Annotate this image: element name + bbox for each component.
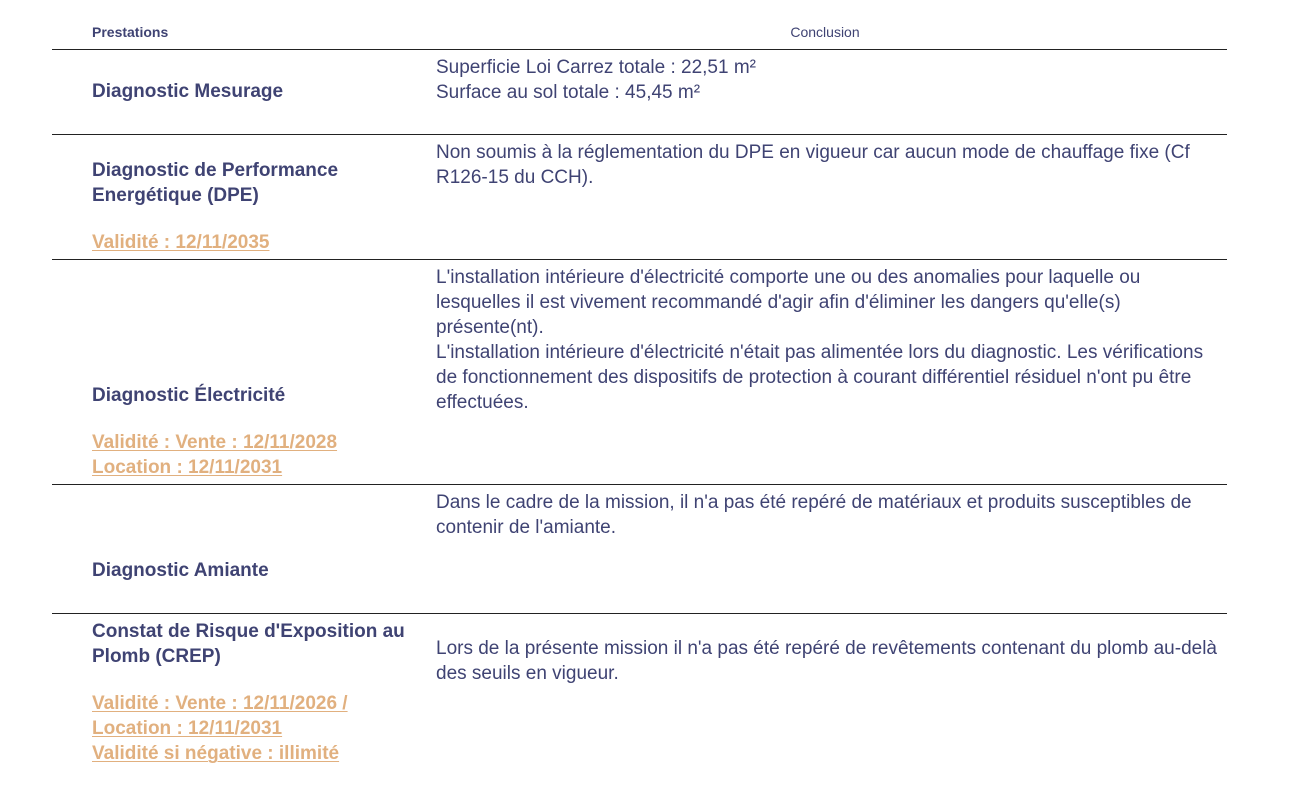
- table-row-dpe: [0, 135, 1310, 259]
- table-row-electricite: [0, 260, 1310, 484]
- validity-line[interactable]: Location : 12/11/2031: [92, 718, 283, 739]
- row-title: Constat de Risque d'Exposition au Plomb (CREP): [92, 621, 405, 667]
- table-row-mesurage: [0, 50, 1310, 134]
- conclusion-line: Superficie Loi Carrez totale : 22,51 m²: [436, 57, 756, 78]
- validity-link[interactable]: [92, 230, 412, 255]
- column-header-conclusion: Conclusion: [790, 24, 860, 40]
- validity-link[interactable]: [92, 691, 412, 766]
- table-row-amiante: [0, 485, 1310, 613]
- conclusion-paragraph: L'installation intérieure d'électricité comporte une ou des anomalies pour laquelle ou lesquelles il est vivement recommandé d'agir afin d'éliminer les dangers qu'elle(s) présente(nt).: [436, 267, 1141, 338]
- conclusion-paragraph: L'installation intérieure d'électricité n'était pas alimentée lors du diagnostic. Les vérifications de fonctionnement des dispositifs de protection à courant différentiel résiduel n'ont pu être effectuées.: [436, 342, 1204, 413]
- row-title: Diagnostic Amiante: [92, 560, 269, 581]
- row-left-cell: [92, 383, 412, 480]
- conclusion-line: Non soumis à la réglementation du DPE en vigueur car aucun mode de chauffage fixe (Cf R126-15 du CCH).: [436, 142, 1190, 188]
- row-conclusion: [436, 55, 1221, 105]
- table-header: [0, 0, 1310, 49]
- conclusion-line: Dans le cadre de la mission, il n'a pas été repéré de matériaux et produits susceptibles de contenir de l'amiante.: [436, 492, 1192, 538]
- validity-line[interactable]: Validité : Vente : 12/11/2026 /: [92, 693, 348, 714]
- row-conclusion: [436, 140, 1221, 190]
- conclusion-line: Surface au sol totale : 45,45 m²: [436, 82, 701, 103]
- row-title: Diagnostic Mesurage: [92, 81, 284, 102]
- validity-line[interactable]: Validité : Vente : 12/11/2028: [92, 432, 338, 453]
- row-title: Diagnostic de Performance Energétique (DPE): [92, 160, 339, 206]
- column-header-prestations: Prestations: [92, 24, 169, 40]
- table-row-crep: [0, 614, 1310, 799]
- row-left-cell: [92, 158, 412, 255]
- validity-line[interactable]: Validité : 12/11/2035: [92, 232, 270, 253]
- row-conclusion: [436, 490, 1221, 540]
- validity-line[interactable]: Validité si négative : illimité: [92, 743, 340, 764]
- row-conclusion: [436, 636, 1221, 686]
- row-conclusion: [436, 265, 1221, 415]
- row-left-cell: [92, 619, 412, 766]
- conclusion-line: Lors de la présente mission il n'a pas été repéré de revêtements contenant du plomb au-delà des seuils en vigueur.: [436, 638, 1217, 684]
- validity-line[interactable]: Location : 12/11/2031: [92, 457, 283, 478]
- row-title: Diagnostic Électricité: [92, 385, 286, 406]
- validity-link[interactable]: [92, 430, 412, 480]
